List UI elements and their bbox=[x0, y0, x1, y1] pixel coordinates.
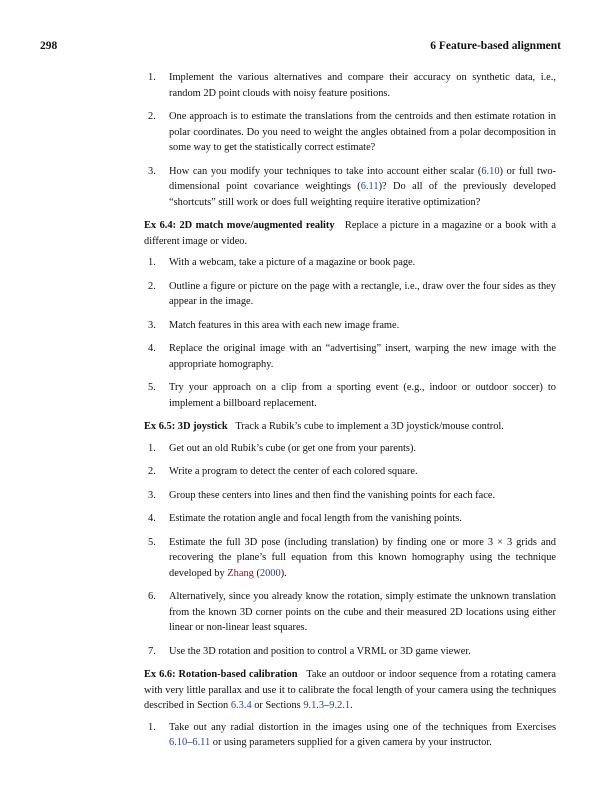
exercise-6-5 bbox=[144, 419, 556, 435]
text-run: Replace the original image with an “advertising” insert, warping the new image with the appropriate homography. bbox=[169, 343, 556, 370]
list-item bbox=[148, 488, 556, 504]
chapter-title: 6 Feature-based alignment bbox=[430, 40, 561, 52]
text-run: Match features in this area with each new image frame. bbox=[169, 319, 400, 331]
cross-reference-link[interactable]: 2000 bbox=[259, 567, 281, 579]
list-item-number: 1. bbox=[148, 72, 156, 83]
list-item-number: 3. bbox=[148, 489, 156, 501]
text-run: Use the 3D rotation and position to control a VRML or 3D game viewer. bbox=[169, 645, 471, 657]
cross-reference-link[interactable]: 6.11 bbox=[360, 181, 379, 192]
text-run: One approach is to estimate the translations from the centroids and then estimate rotation in polar coordinates. Do you need to weight the angles obtained from a polar decomposition in some way to get the statistically correct estimate? bbox=[169, 111, 556, 153]
list-item bbox=[148, 535, 556, 582]
list-item-number: 2. bbox=[148, 280, 156, 292]
list-d bbox=[148, 720, 556, 751]
text-run: . bbox=[350, 700, 353, 711]
text-run: ( bbox=[253, 567, 260, 579]
list-item bbox=[148, 380, 556, 411]
cross-reference-link[interactable]: 6.3.4 bbox=[230, 700, 252, 711]
text-run: Estimate the full 3D pose (including translation) by finding one or more 3 × 3 grids and recovering the plane’s full equation from this known homography using the technique developed by bbox=[169, 536, 556, 579]
list-c bbox=[148, 441, 556, 660]
cross-reference-link[interactable]: 6.11 bbox=[192, 737, 211, 748]
cross-reference-link[interactable]: 9.1.3 bbox=[303, 700, 325, 711]
text-run: How can you modify your techniques to take into account either scalar ( bbox=[169, 165, 482, 177]
text-run: Estimate the rotation angle and focal length from the vanishing points. bbox=[169, 513, 462, 524]
list-item bbox=[148, 318, 556, 334]
text-run: Outline a figure or picture on the page with a rectangle, i.e., draw over the four sides as they appear in the image. bbox=[169, 280, 556, 307]
citation-author[interactable]: Zhang bbox=[227, 567, 254, 579]
text-run: Take an outdoor or indoor sequence from a rotating camera with very little parallax and use it to calibrate the focal length of your camera using the techniques described in Section bbox=[144, 669, 557, 711]
text-run: or using parameters supplied for a given camera by your instructor. bbox=[210, 737, 492, 748]
exercise-6-4-text: Replace a picture in a magazine or a book with a different image or video. bbox=[144, 220, 557, 247]
list-item bbox=[148, 255, 556, 271]
exercise-6-6-title: Ex 6.6: Rotation-based calibration bbox=[144, 669, 298, 680]
list-item-number: 2. bbox=[148, 111, 156, 122]
page-body bbox=[144, 70, 557, 759]
text-run: ) or full two-dimensional point covariance weightings ( bbox=[169, 165, 556, 192]
text-run: Group these centers into lines and then find the vanishing points for each face. bbox=[169, 489, 496, 501]
list-a bbox=[148, 70, 556, 210]
list-item-number: 2. bbox=[148, 466, 156, 477]
text-run: Get out an old Rubik’s cube (or get one from your parents). bbox=[169, 442, 417, 454]
exercise-6-5-text: Track a Rubik’s cube to implement a 3D joystick/mouse control. bbox=[235, 421, 504, 432]
list-item bbox=[148, 589, 556, 636]
list-item bbox=[148, 644, 556, 660]
text-run: Try your approach on a clip from a sporting event (e.g., indoor or outdoor soccer) to implement a billboard replacement. bbox=[169, 382, 556, 409]
text-run: Alternatively, since you already know the rotation, simply estimate the unknown translation from the known 3D corner points on the cube and their measured 2D locations using either linear or non-linear least squares. bbox=[169, 591, 556, 633]
cross-reference-link[interactable]: 6.10 bbox=[481, 165, 500, 177]
list-item-number: 5. bbox=[148, 382, 156, 393]
list-item-number: 3. bbox=[148, 319, 156, 331]
list-item bbox=[148, 164, 556, 211]
text-run: Take out any radial distortion in the images using one of the techniques from Exercises bbox=[169, 721, 556, 733]
list-item-number: 4. bbox=[148, 513, 156, 524]
list-item-number: 4. bbox=[148, 343, 156, 354]
list-item bbox=[148, 70, 556, 101]
page-header bbox=[40, 40, 561, 56]
exercise-6-6 bbox=[144, 667, 556, 714]
list-item bbox=[148, 341, 556, 372]
text-run: With a webcam, take a picture of a magazine or book page. bbox=[169, 257, 416, 268]
list-item bbox=[148, 441, 556, 457]
text-run: )? Do all of the previously developed “shortcuts” still work or does full weighting require iterative optimization? bbox=[169, 181, 556, 208]
cross-reference-link[interactable]: 9.2.1 bbox=[329, 700, 351, 711]
text-run: Write a program to detect the center of each colored square. bbox=[169, 466, 418, 477]
cross-reference-link[interactable]: 6.10 bbox=[169, 737, 188, 748]
list-item bbox=[148, 279, 556, 310]
text-run: – bbox=[187, 737, 193, 748]
list-item-number: 1. bbox=[148, 721, 156, 733]
list-item-number: 3. bbox=[148, 165, 156, 177]
list-b bbox=[148, 255, 556, 411]
list-item-number: 1. bbox=[148, 257, 156, 268]
page-number: 298 bbox=[40, 40, 58, 52]
exercise-6-5-title: Ex 6.5: 3D joystick bbox=[144, 421, 228, 432]
list-item bbox=[148, 464, 556, 480]
list-item bbox=[148, 109, 556, 156]
list-item-number: 5. bbox=[148, 536, 156, 548]
list-item-number: 6. bbox=[148, 591, 156, 602]
exercise-6-4 bbox=[144, 218, 556, 249]
list-item bbox=[148, 720, 556, 751]
text-run: – bbox=[324, 700, 330, 711]
list-item-number: 1. bbox=[148, 442, 156, 454]
text-run: Implement the various alternatives and compare their accuracy on synthetic data, i.e., random 2D point clouds with noisy feature positions. bbox=[169, 72, 556, 99]
text-run: ). bbox=[280, 567, 287, 579]
list-item-number: 7. bbox=[148, 645, 156, 657]
text-run: or Sections bbox=[251, 700, 304, 711]
list-item bbox=[148, 511, 556, 527]
exercise-6-4-title: Ex 6.4: 2D match move/augmented reality bbox=[144, 220, 335, 231]
